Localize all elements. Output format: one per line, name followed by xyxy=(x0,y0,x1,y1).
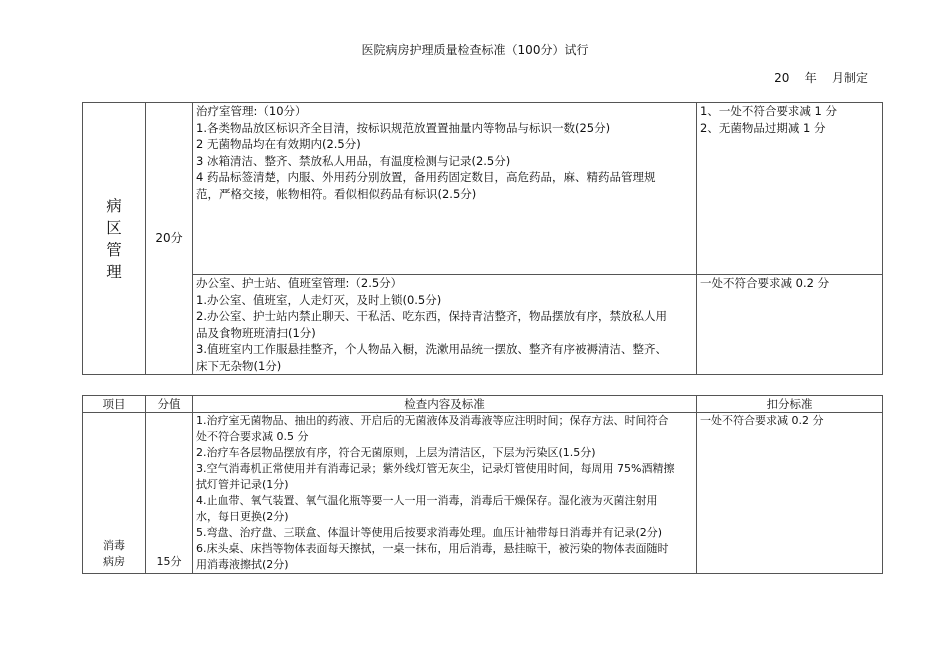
content-line: 用消毒液擦拭(2分) xyxy=(196,558,289,571)
content-line: 4 药品标签清楚，内服、外用药分别放置，备用药固定数目，高危药品，麻、精药品管理规 xyxy=(196,170,656,184)
table-row xyxy=(83,275,883,375)
content-line: 水，每日更换(2分) xyxy=(196,510,289,523)
content-line: 6.床头桌、床挡等物体表面每天擦拭，一桌一抹布，用后消毒，悬挂晾干，被污染的物体表面随时 xyxy=(196,542,669,555)
deduction-line: 一处不符合要求减 0.2 分 xyxy=(700,414,824,427)
category-char: 理 xyxy=(106,262,122,281)
deduction-cell xyxy=(697,413,883,574)
content-cell xyxy=(193,275,697,375)
content-line: 3.值班室内工作服悬挂整齐，个人物品入橱，洗漱用品统一摆放、整齐有序被褥清洁、整齐、 xyxy=(196,342,667,356)
table-row xyxy=(83,103,883,275)
score-cell: 15分 xyxy=(146,413,193,574)
content-line: 处不符合要求减 0.5 分 xyxy=(196,430,309,443)
table-header-row xyxy=(83,396,883,413)
content-line: 3.空气消毒机正常使用并有消毒记录；紫外线灯管无灰尘，记录灯管使用时间，每周用 75%酒精擦 xyxy=(196,462,675,475)
content-line: 1.各类物品放区标识齐全目清，按标识规范放置置抽量内等物品与标识一数(25分) xyxy=(196,120,611,135)
date-year-label: 年 xyxy=(804,71,817,85)
score-cell: 20分 xyxy=(146,103,193,375)
content-line: 范，严格交接，帐物相符。看似相似药品有标识(2.5分) xyxy=(196,186,477,201)
category-char: 区 xyxy=(106,218,122,237)
content-line: 1.办公室、值班室，人走灯灭，及时上锁(0.5分) xyxy=(196,292,442,307)
content-line: 2.办公室、护士站内禁止聊天、干私活、吃东西，保持青洁整齐，物品摆放有序，禁放私人用 xyxy=(196,309,667,323)
content-line: 拭灯管并记录(1分) xyxy=(196,478,289,491)
deduction-cell xyxy=(697,103,883,275)
disinfection-table xyxy=(82,395,883,574)
content-cell xyxy=(193,103,697,275)
deduction-line: 一处不符合要求减 0.2 分 xyxy=(700,276,830,290)
header-content: 检查内容及标准 xyxy=(193,396,697,413)
deduction-cell xyxy=(697,275,883,375)
category-char: 管 xyxy=(106,240,122,259)
content-line: 4.止血带、氧气装置、氧气温化瓶等要一人一用一消毒，消毒后干燥保存。湿化液为灭菌注射用 xyxy=(196,494,658,507)
date-month-label: 月制定 xyxy=(831,71,868,85)
content-line: 床下无杂物(1分) xyxy=(196,358,282,373)
ward-management-table xyxy=(82,102,883,375)
content-line: 治疗室管理:（10分） xyxy=(196,104,307,118)
document-title: 医院病房护理质量检查标准（100分）试行 xyxy=(361,43,589,57)
header-item: 项目 xyxy=(83,396,146,413)
content-line: 品及食物班班清扫(1分) xyxy=(196,325,316,340)
category-cell xyxy=(83,103,146,375)
category-line: 病房 xyxy=(103,555,125,568)
content-line: 办公室、护士站、值班室管理:（2.5分） xyxy=(196,276,403,290)
date-line xyxy=(774,69,868,86)
category-line: 消毒 xyxy=(103,539,125,552)
category-char: 病 xyxy=(106,196,122,215)
content-line: 2.治疗车各层物品摆放有序，符合无菌原则，上层为清洁区，下层为污染区(1.5分) xyxy=(196,446,596,459)
content-cell xyxy=(193,413,697,574)
deduction-line: 1、一处不符合要求减 1 分 xyxy=(700,104,837,118)
deduction-line: 2、无菌物品过期减 1 分 xyxy=(700,120,826,135)
content-line: 5.弯盘、治疗盘、三联盒、体温计等使用后按要求消毒处理。血压计袖带每日消毒并有记录(2分) xyxy=(196,526,663,539)
header-deduction: 扣分标准 xyxy=(697,396,883,413)
category-cell xyxy=(83,413,146,574)
content-line: 3 冰箱清洁、整齐、禁放私人用品，有温度检测与记录(2.5分) xyxy=(196,153,511,168)
header-score: 分值 xyxy=(146,396,193,413)
content-line: 1.治疗室无菌物品、抽出的药液、开启后的无菌液体及消毒液等应注明时间；保存方法、时间符合 xyxy=(196,414,669,427)
date-year-prefix: 20 xyxy=(774,71,790,85)
content-line: 2 无菌物品均在有效期内(2.5分) xyxy=(196,137,361,151)
table-row xyxy=(83,413,883,574)
